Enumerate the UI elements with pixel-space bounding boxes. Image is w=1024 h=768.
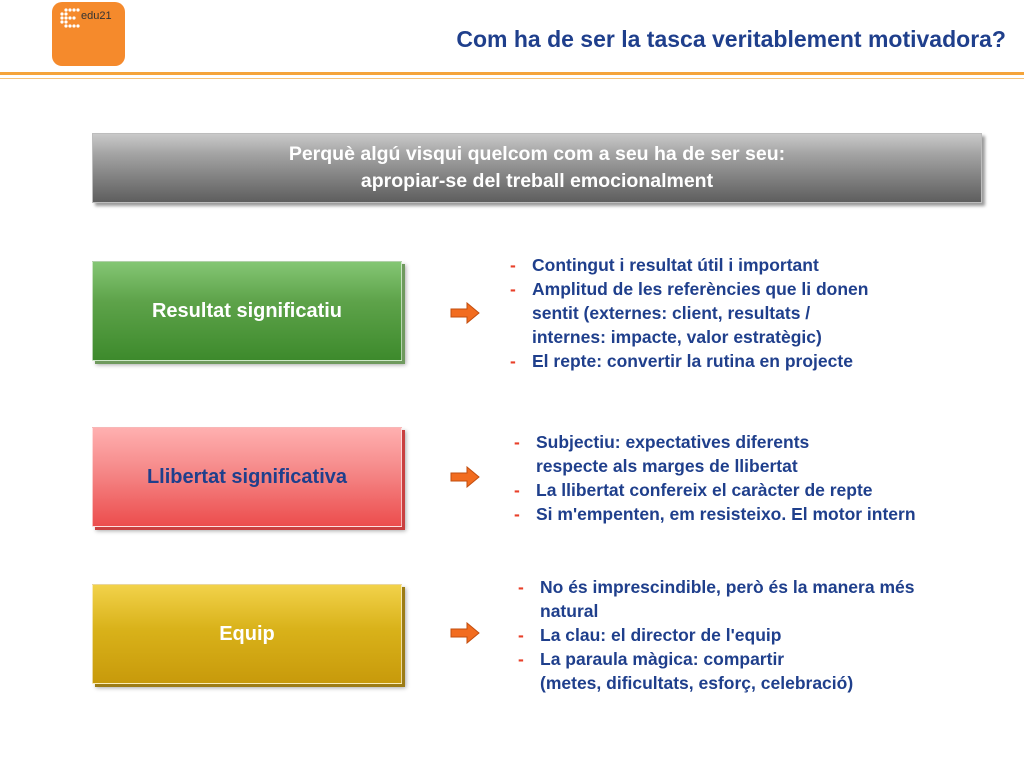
llibertat-significativa-box bbox=[92, 427, 402, 527]
list-item: - La clau: el director de l'equip bbox=[518, 623, 914, 647]
list-item: - El repte: convertir la rutina en projecte bbox=[510, 349, 868, 373]
list-item: - Subjectiu: expectatives diferents respecte als marges de llibertat bbox=[514, 430, 916, 478]
list-item: - La llibertat confereix el caràcter de repte bbox=[514, 478, 916, 502]
list-item: - Amplitud de les referències que li donen sentit (externes: client, resultats / internes: impacte, valor estratègic) bbox=[510, 277, 868, 349]
page-title: Com ha de ser la tasca veritablement motivadora? bbox=[456, 26, 1006, 52]
banner-line-2: apropiar-se del treball emocionalment bbox=[360, 170, 714, 192]
equip-list bbox=[518, 575, 914, 695]
right-arrow-icon bbox=[450, 622, 480, 644]
equip-box bbox=[92, 584, 402, 684]
list-item: - Si m'empenten, em resisteixo. El motor intern bbox=[514, 502, 916, 526]
resultat-significatiu-box bbox=[92, 261, 402, 361]
header-divider-thin bbox=[0, 78, 1024, 79]
box-label: Llibertat significativa bbox=[146, 465, 348, 488]
right-arrow-icon bbox=[450, 302, 480, 324]
right-arrow-icon bbox=[450, 466, 480, 488]
list-item: - Contingut i resultat útil i important bbox=[510, 253, 868, 277]
list-item: - No és imprescindible, però és la manera més natural bbox=[518, 575, 914, 623]
box-label: Equip bbox=[219, 622, 275, 645]
banner-line-1: Perquè algú visqui quelcom com a seu ha de ser seu: bbox=[288, 143, 786, 165]
summary-banner bbox=[92, 133, 982, 203]
logo-text: edu21 bbox=[81, 10, 112, 22]
resultat-list bbox=[510, 253, 868, 373]
edu21-logo bbox=[52, 2, 125, 66]
edu21-dots-icon bbox=[60, 8, 82, 30]
list-item: - La paraula màgica: compartir (metes, dificultats, esforç, celebració) bbox=[518, 647, 914, 695]
box-label: Resultat significatiu bbox=[151, 299, 343, 322]
llibertat-list bbox=[514, 430, 916, 526]
header-divider bbox=[0, 72, 1024, 75]
